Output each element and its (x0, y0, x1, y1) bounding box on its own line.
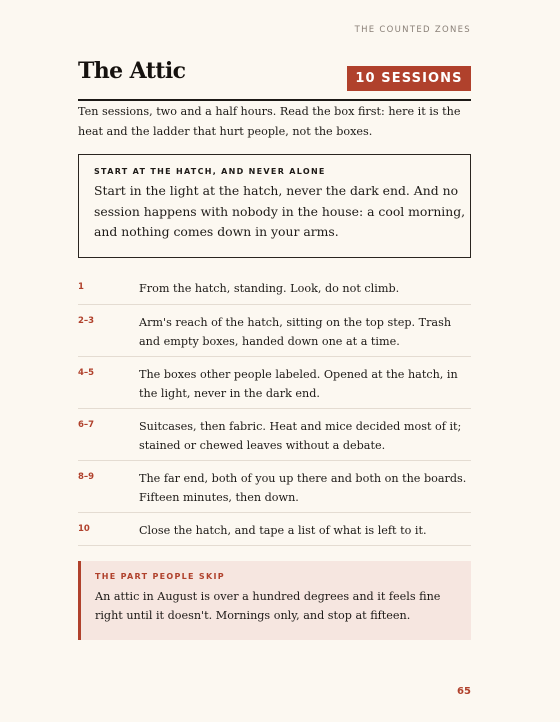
running-head: THE COUNTED ZONES (354, 25, 471, 35)
step-row (78, 409, 471, 461)
hatch-callout-box (78, 154, 471, 258)
step-row (78, 461, 471, 513)
callout-body: Start in the light at the hatch, never the dark end. And no session happens with nobody in the house: a cool morning, and nothing comes down in your arms. (94, 183, 466, 239)
step-number: 10 (78, 524, 90, 534)
step-row (78, 357, 471, 409)
step-text: The far end, both of you up there and both on the boards. Fifteen minutes, then down. (139, 472, 467, 504)
step-row (78, 513, 471, 546)
step-number: 8–9 (78, 472, 95, 482)
skip-body: An attic in August is over a hundred degrees and it feels fine right until it doesn't. Mornings only, and stop at fifteen. (95, 590, 441, 622)
step-text: From the hatch, standing. Look, do not climb. (139, 282, 400, 295)
step-text: Arm's reach of the hatch, sitting on the top step. Trash and empty boxes, handed down one at a time. (139, 316, 452, 348)
intro-paragraph: Ten sessions, two and a half hours. Read the box first: here it is the heat and the ladder that hurt people, not the boxes. (78, 105, 461, 138)
skip-heading: THE PART PEOPLE SKIP (95, 572, 225, 581)
page-title: The Attic (78, 58, 186, 84)
callout-heading: START AT THE HATCH, AND NEVER ALONE (94, 167, 326, 176)
step-number: 4–5 (78, 368, 95, 378)
step-text: Suitcases, then fabric. Heat and mice decided most of it; stained or chewed leaves without a debate. (139, 420, 462, 452)
step-number: 1 (78, 282, 84, 292)
step-number: 6–7 (78, 420, 95, 430)
step-row (78, 305, 471, 357)
session-steps-list (78, 271, 471, 546)
sessions-badge: 10 SESSIONS (347, 66, 471, 91)
step-text: The boxes other people labeled. Opened at the hatch, in the light, never in the dark end. (139, 368, 458, 400)
page-number: 65 (457, 686, 471, 697)
step-row (78, 271, 471, 305)
step-number: 2–3 (78, 316, 95, 326)
title-rule (78, 99, 471, 101)
step-text: Close the hatch, and tape a list of what is left to it. (139, 524, 427, 537)
skip-warning-box (78, 561, 471, 640)
